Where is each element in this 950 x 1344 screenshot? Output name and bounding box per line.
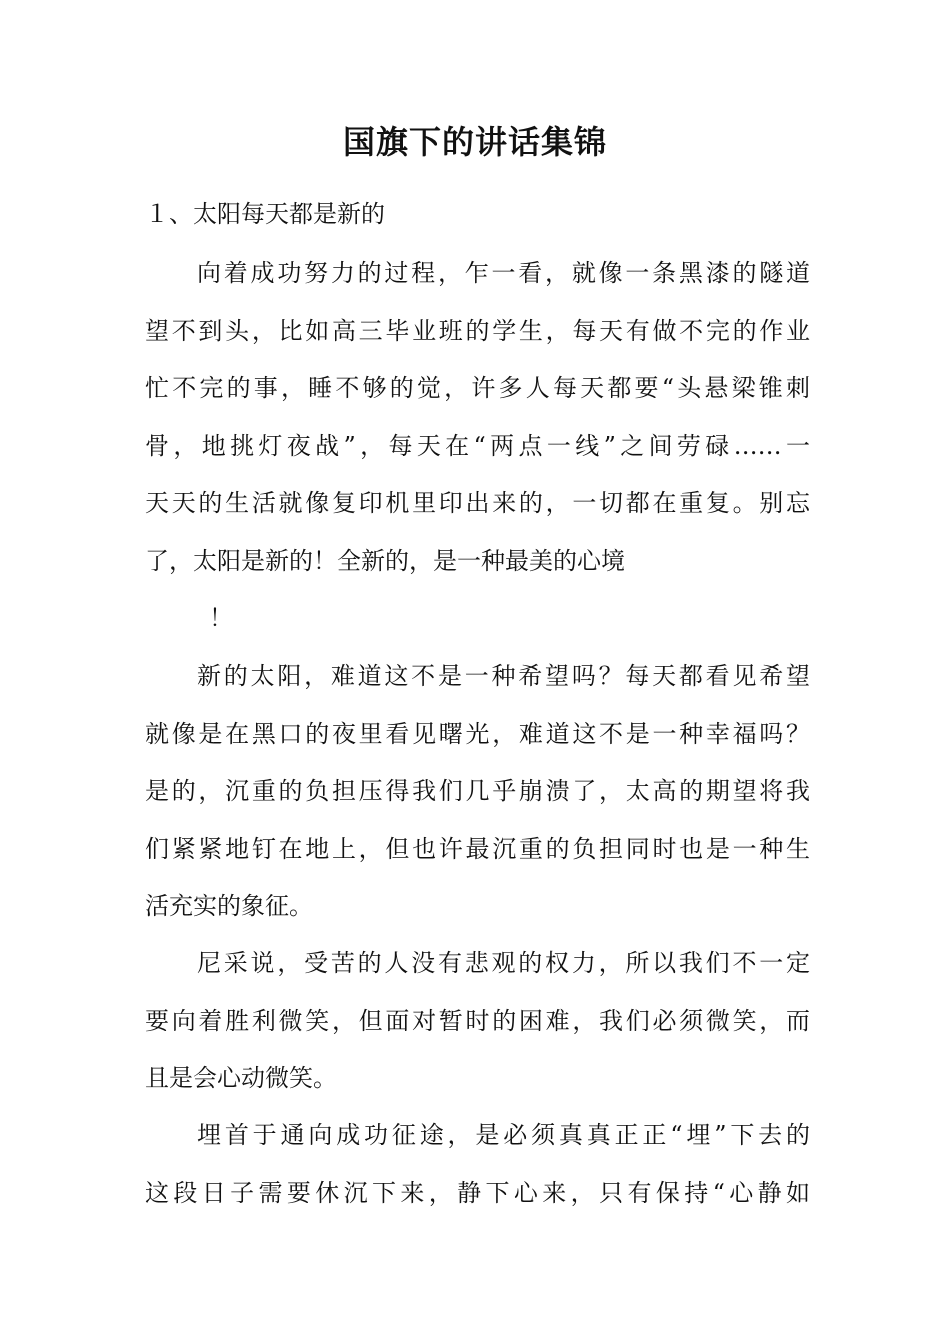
document-title: 国旗下的讲话集锦	[342, 123, 607, 161]
paragraph-line: 就像是在黑口的夜里看见曙光，难道这不是一种幸福吗？	[145, 719, 810, 748]
paragraph-1	[145, 245, 810, 648]
paragraph-line: 天天的生活就像复印机里印出来的，一切都在重复。别忘	[145, 489, 810, 517]
paragraph-line: 尼采说，受苦的人没有悲观的权力，所以我们不一定	[197, 949, 810, 977]
paragraph-line: ！	[209, 604, 233, 632]
paragraph-line: 新的太阳，难道这不是一种希望吗？每天都看见希望	[197, 662, 810, 690]
paragraph-line: 埋首于通向成功征途，是必须真真正正“埋”下去的	[197, 1121, 810, 1149]
paragraph-line: 且是会心动微笑。	[145, 1064, 337, 1092]
paragraph-line: 们紧紧地钉在地上，但也许最沉重的负担同时也是一种生	[145, 834, 810, 863]
paragraph-line: 是的，沉重的负担压得我们几乎崩溃了，太高的期望将我	[145, 777, 810, 805]
paragraph-4	[145, 1107, 810, 1222]
paragraph-3	[145, 935, 810, 1108]
paragraph-line: 向着成功努力的过程，乍一看，就像一条黑漆的隧道	[197, 259, 810, 287]
paragraph-line: 这段日子需要休沉下来，静下心来，只有保持“心静如	[145, 1178, 810, 1207]
paragraph-line: 活充实的象征。	[145, 892, 313, 920]
paragraph-2	[145, 648, 810, 936]
paragraph-line: 骨，地挑灯夜战”，每天在“两点一线”之间劳碌……一	[145, 431, 810, 460]
paragraph-line: 忙不完的事，睡不够的觉，许多人每天都要“头悬梁锥刺	[145, 374, 810, 402]
paragraph-line: 望不到头，比如高三毕业班的学生，每天有做不完的作业	[145, 316, 810, 345]
paragraph-line: 要向着胜利微笑，但面对暂时的困难，我们必须微笑，而	[145, 1006, 810, 1035]
paragraph-line: 了，太阳是新的！全新的，是一种最美的心境	[145, 546, 625, 575]
section-heading: １、太阳每天都是新的	[145, 200, 385, 228]
